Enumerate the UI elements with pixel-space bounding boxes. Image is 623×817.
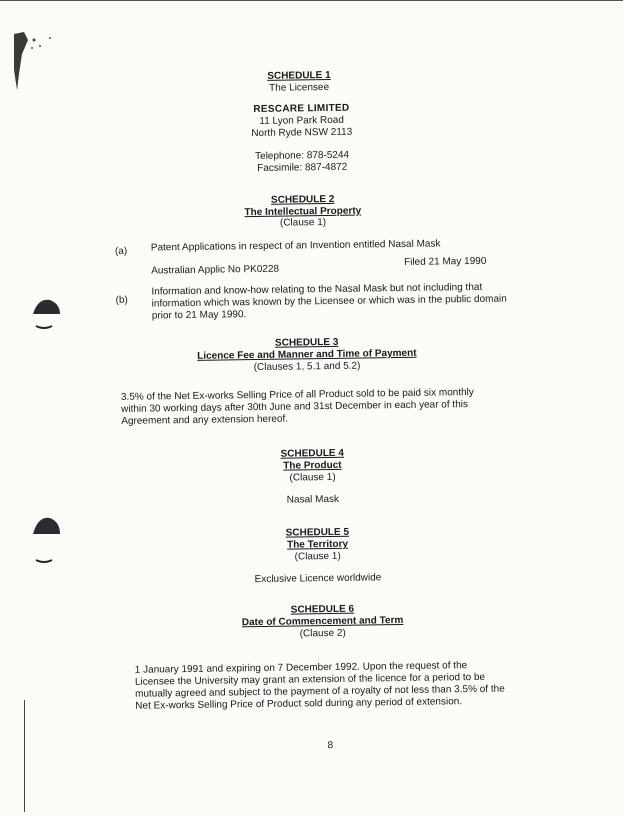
schedule6-subheading: Date of Commencement and Term xyxy=(241,614,404,629)
address-line2: North Ryde NSW 2113 xyxy=(251,126,353,140)
schedule2-heading: SCHEDULE 2 xyxy=(270,193,335,206)
schedule5-clause: (Clause 1) xyxy=(294,550,341,563)
telephone: Telephone: 878-5244 xyxy=(255,149,350,163)
schedule1-subheading: The Licensee xyxy=(269,81,330,94)
schedule6-line1: 1 January 1991 and expiring on 7 December 1992. Upon the request of the xyxy=(134,660,468,676)
facsimile: Facsimile: 887-4872 xyxy=(257,161,348,174)
schedule4-clause: (Clause 1) xyxy=(289,471,336,484)
schedule3-clause: (Clauses 1, 5.1 and 5.2) xyxy=(253,360,361,374)
schedule5-heading: SCHEDULE 5 xyxy=(285,526,350,539)
schedule6-line2: Licensee the University may grant an extension of the licence for a period to be xyxy=(134,671,486,688)
schedule4-subheading: The Product xyxy=(283,459,342,472)
schedule2-subheading: The Intellectual Property xyxy=(244,205,362,219)
schedule1-heading: SCHEDULE 1 xyxy=(267,69,331,82)
page-number: 8 xyxy=(327,739,334,752)
item-a-marker: (a) xyxy=(114,245,128,257)
filed-date: Filed 21 May 1990 xyxy=(404,255,487,268)
item-b-line3: prior to 21 May 1990. xyxy=(151,309,247,322)
schedule6-heading: SCHEDULE 6 xyxy=(290,603,355,616)
schedule2-clause: (Clause 1) xyxy=(279,217,327,229)
licensee-company: RESCARE LIMITED xyxy=(253,102,350,116)
schedule3-line2: within 30 working days after 30th June and 31st December in each year of this xyxy=(121,399,469,415)
schedule3-line1: 3.5% of the Net Ex-works Selling Price of all Product sold to be paid six monthly xyxy=(120,386,474,403)
item-b-line1: Information and know-how relating to the Nasal Mask but not including that xyxy=(151,281,483,298)
schedule6-clause: (Clause 2) xyxy=(299,627,346,640)
schedule3-line3: Agreement and any extension hereof. xyxy=(121,413,289,427)
schedule4-heading: SCHEDULE 4 xyxy=(280,447,344,460)
schedule3-subheading: Licence Fee and Manner and Time of Payment xyxy=(197,347,417,362)
address-line1: 11 Lyon Park Road xyxy=(259,114,344,127)
schedule6-line3: mutually agreed and subject to the payment of a royalty of not less than 3.5% of the xyxy=(135,683,505,700)
product-name: Nasal Mask xyxy=(286,493,340,506)
schedule6-line4: Net Ex-works Selling Price of Product sold during any period of extension. xyxy=(135,696,463,712)
item-b-line2: information which was known by the Licensee or which was in the public domain xyxy=(151,293,507,310)
schedule3-heading: SCHEDULE 3 xyxy=(274,336,339,349)
territory-text: Exclusive Licence worldwide xyxy=(254,572,382,586)
item-a-text: Patent Applications in respect of an Invention entitled Nasal Mask xyxy=(150,238,441,254)
australian-applic: Australian Applic No PK0228 xyxy=(151,263,280,277)
schedule5-subheading: The Territory xyxy=(286,538,349,551)
item-b-marker: (b) xyxy=(115,294,128,306)
